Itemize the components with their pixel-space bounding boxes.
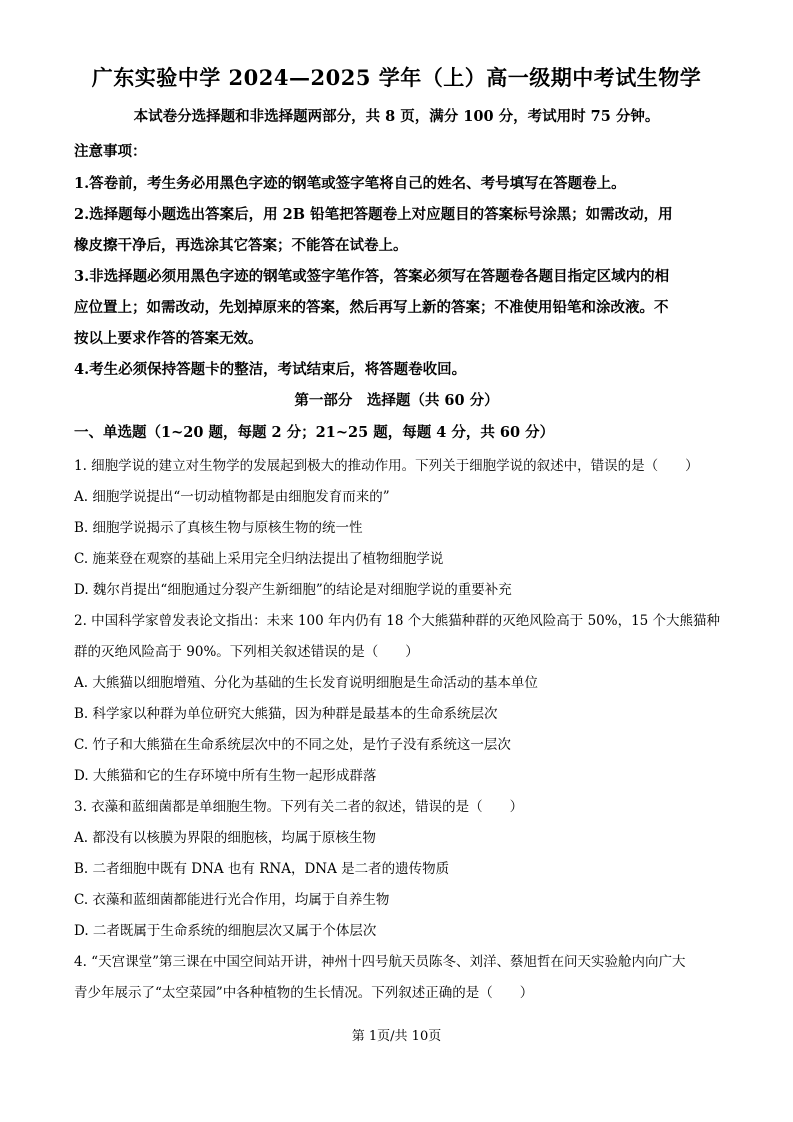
question-2-option-d: D. 大熊猫和它的生存环境中所有生物一起形成群落	[74, 768, 377, 784]
question-3-option-d: D. 二者既属于生命系统的细胞层次又属于个体层次	[74, 923, 377, 939]
question-2-stem-line-2: 群的灭绝风险高于 90%。下列相关叙述错误的是（ ）	[74, 644, 419, 660]
question-2-stem-line-1: 2. 中国科学家曾发表论文指出：未来 100 年内仍有 18 个大熊猫种群的灭绝风险高于 50%，15 个大熊猫种	[74, 613, 721, 629]
notice-item-3-line-2: 应位置上；如需改动，先划掉原来的答案，然后再写上新的答案；不准使用铅笔和涂改液。不	[74, 299, 669, 316]
question-1-option-a: A. 细胞学说提出“一切动植物都是由细胞发育而来的”	[74, 489, 390, 505]
notice-item-1: 1.答卷前，考生务必用黑色字迹的钢笔或签字笔将自己的姓名、考号填写在答题卷上。	[74, 175, 626, 192]
question-1-option-d: D. 魏尔肖提出“细胞通过分裂产生新细胞”的结论是对细胞学说的重要补充	[74, 582, 512, 598]
question-3-option-a: A. 都没有以核膜为界限的细胞核，均属于原核生物	[74, 830, 376, 846]
notice-item-3-line-3: 按以上要求作答的答案无效。	[74, 330, 263, 347]
notice-item-4: 4.考生必须保持答题卡的整洁，考试结束后，将答题卷收回。	[74, 361, 467, 378]
question-3-option-b: B. 二者细胞中既有 DNA 也有 RNA，DNA 是二者的遗传物质	[74, 861, 450, 877]
notice-item-3-line-1: 3.非选择题必须用黑色字迹的钢笔或签字笔作答，答案必须写在答题卷各题目指定区域内的相	[74, 268, 670, 285]
notice-item-2-line-1: 2.选择题每小题选出答案后，用 2B 铅笔把答题卷上对应题目的答案标号涂黑；如需改动，用	[74, 206, 673, 223]
notice-heading: 注意事项：	[74, 143, 147, 160]
question-4-stem-line-2: 青少年展示了“太空菜园”中各种植物的生长情况。下列叙述正确的是（ ）	[74, 985, 534, 1001]
question-1-option-c: C. 施莱登在观察的基础上采用完全归纳法提出了植物细胞学说	[74, 551, 444, 567]
exam-info: 本试卷分选择题和非选择题两部分，共 8 页，满分 100 分，考试用时 75 分钟。	[133, 108, 660, 125]
question-1-stem: 1. 细胞学说的建立对生物学的发展起到极大的推动作用。下列关于细胞学说的叙述中，错误的是（ ）	[74, 458, 699, 474]
question-2-option-b: B. 科学家以种群为单位研究大熊猫，因为种群是最基本的生命系统层次	[74, 706, 498, 722]
question-4-stem-line-1: 4. “天宫课堂”第三课在中国空间站开讲，神州十四号航天员陈冬、刘洋、蔡旭哲在问天实验舱内向广大	[74, 954, 686, 970]
question-3-option-c: C. 衣藻和蓝细菌都能进行光合作用，均属于自养生物	[74, 892, 390, 908]
section-heading: 一、单选题（1~20 题，每题 2 分；21~25 题，每题 4 分，共 60 分）	[74, 424, 555, 441]
question-1-option-b: B. 细胞学说揭示了真核生物与原核生物的统一性	[74, 520, 363, 536]
question-2-option-a: A. 大熊猫以细胞增殖、分化为基础的生长发育说明细胞是生命活动的基本单位	[74, 675, 538, 691]
part-title: 第一部分 选择题（共 60 分）	[294, 392, 499, 409]
page-title: 广东实验中学 2024—2025 学年（上）高一级期中考试生物学	[91, 65, 702, 90]
notice-item-2-line-2: 橡皮擦干净后，再选涂其它答案；不能答在试卷上。	[74, 237, 408, 254]
question-2-option-c: C. 竹子和大熊猫在生命系统层次中的不同之处，是竹子没有系统这一层次	[74, 737, 511, 753]
page-number: 第 1页/共 10页	[351, 1029, 442, 1044]
question-3-stem: 3. 衣藻和蓝细菌都是单细胞生物。下列有关二者的叙述，错误的是（ ）	[74, 799, 524, 815]
